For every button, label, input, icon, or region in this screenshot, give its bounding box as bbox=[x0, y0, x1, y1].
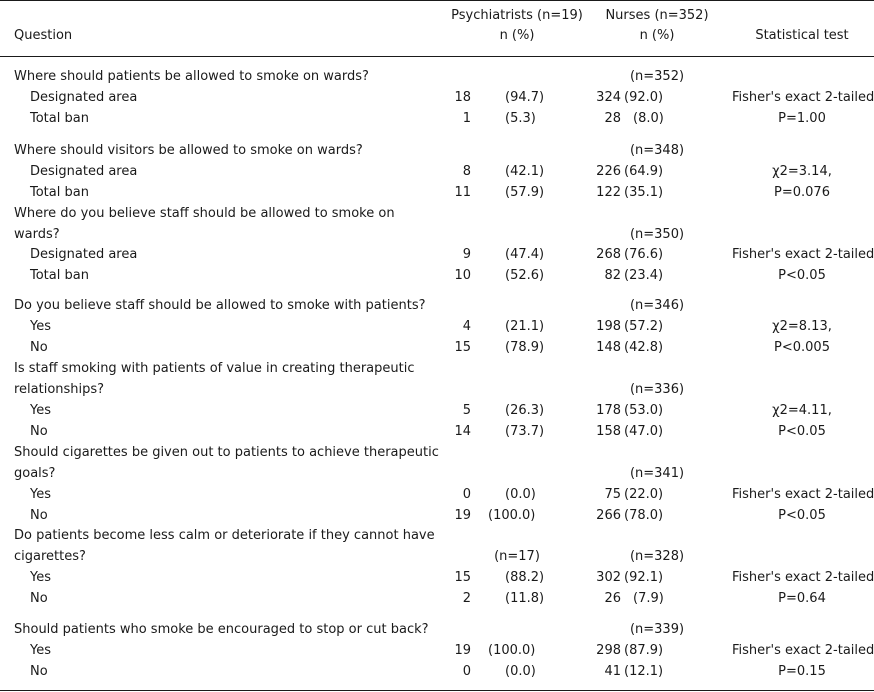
option-row bbox=[0, 108, 874, 129]
psychiatrists-percent: (94.7) bbox=[505, 90, 545, 105]
nurses-count: 268 bbox=[596, 247, 621, 262]
question-row bbox=[0, 619, 874, 640]
psychiatrists-percent: (0.0) bbox=[505, 487, 536, 502]
nurses-count: 28 bbox=[604, 111, 621, 126]
question-row bbox=[0, 525, 874, 546]
question-row bbox=[0, 379, 874, 400]
option-row bbox=[0, 661, 874, 682]
question-text: Do patients become less calm or deteriorate if they cannot have bbox=[14, 528, 435, 543]
answer-option: Total ban bbox=[30, 111, 89, 126]
nurses-percent: (53.0) bbox=[624, 403, 664, 418]
nurses-subgroup-n: (n=348) bbox=[629, 143, 685, 158]
nurses-percent: (92.0) bbox=[624, 90, 664, 105]
psychiatrists-count: 19 bbox=[454, 643, 471, 658]
psychiatrists-count: 15 bbox=[454, 570, 471, 585]
psychiatrists-count: 14 bbox=[454, 424, 471, 439]
statistical-test: χ2=4.11, bbox=[772, 403, 832, 418]
psychiatrists-count: 8 bbox=[462, 164, 471, 179]
psychiatrists-percent: (57.9) bbox=[505, 185, 545, 200]
option-row bbox=[0, 161, 874, 182]
psychiatrists-count: 0 bbox=[462, 487, 471, 502]
answer-option: Yes bbox=[30, 487, 51, 502]
answer-option: Yes bbox=[30, 403, 51, 418]
answer-option: No bbox=[30, 340, 48, 355]
statistical-test: χ2=8.13, bbox=[772, 319, 832, 334]
question-row bbox=[0, 442, 874, 463]
statistical-test: Fisher's exact 2-tailed bbox=[732, 90, 874, 105]
question-text: Do you believe staff should be allowed to smoke with patients? bbox=[14, 298, 426, 313]
option-row bbox=[0, 400, 874, 421]
statistical-test: P<0.05 bbox=[778, 268, 826, 283]
nurses-count: 226 bbox=[596, 164, 621, 179]
psychiatrists-count: 2 bbox=[462, 591, 471, 606]
option-row bbox=[0, 337, 874, 358]
statistical-test: P=1.00 bbox=[778, 111, 826, 126]
psychiatrists-count: 11 bbox=[454, 185, 471, 200]
nurses-percent: (35.1) bbox=[624, 185, 664, 200]
option-row bbox=[0, 505, 874, 526]
psychiatrists-percent: (42.1) bbox=[505, 164, 545, 179]
nurses-subgroup-n: (n=328) bbox=[629, 549, 685, 564]
psychiatrists-percent: (0.0) bbox=[505, 664, 536, 679]
nurses-subgroup-n: (n=339) bbox=[629, 622, 685, 637]
question-text: Where do you believe staff should be allowed to smoke on bbox=[14, 206, 395, 221]
nurses-count: 82 bbox=[604, 268, 621, 283]
psychiatrists-percent: (100.0) bbox=[488, 643, 536, 658]
psychiatrists-count: 19 bbox=[454, 508, 471, 523]
statistical-test: P=0.15 bbox=[778, 664, 826, 679]
option-row bbox=[0, 640, 874, 661]
answer-option: Yes bbox=[30, 570, 51, 585]
psychiatrists-percent: (52.6) bbox=[505, 268, 545, 283]
question-text: Should cigarettes be given out to patients to achieve therapeutic bbox=[14, 445, 439, 460]
psychiatrists-count: 15 bbox=[454, 340, 471, 355]
answer-option: No bbox=[30, 424, 48, 439]
answer-option: No bbox=[30, 664, 48, 679]
psychiatrists-count: 0 bbox=[462, 664, 471, 679]
option-row bbox=[0, 265, 874, 286]
nurses-percent: (76.6) bbox=[624, 247, 664, 262]
statistical-test: P<0.05 bbox=[778, 424, 826, 439]
option-row bbox=[0, 484, 874, 505]
question-row bbox=[0, 66, 874, 87]
psychiatrists-percent: (21.1) bbox=[505, 319, 545, 334]
statistical-test: Fisher's exact 2-tailed bbox=[732, 247, 874, 262]
answer-option: Designated area bbox=[30, 247, 138, 262]
nurses-count: 148 bbox=[596, 340, 621, 355]
nurses-count: 41 bbox=[604, 664, 621, 679]
nurses-count: 178 bbox=[596, 403, 621, 418]
nurses-percent: (57.2) bbox=[624, 319, 664, 334]
statistical-test: Fisher's exact 2-tailed bbox=[732, 570, 874, 585]
answer-option: Designated area bbox=[30, 164, 138, 179]
psychiatrists-percent: (26.3) bbox=[505, 403, 545, 418]
nurses-percent: (22.0) bbox=[624, 487, 664, 502]
psychiatrists-count: 1 bbox=[462, 111, 471, 126]
header-nurses: Nurses (n=352) bbox=[605, 8, 709, 23]
statistical-test: Fisher's exact 2-tailed bbox=[732, 487, 874, 502]
nurses-subgroup-n: (n=352) bbox=[629, 69, 685, 84]
question-text: Is staff smoking with patients of value in creating therapeutic bbox=[14, 361, 415, 376]
option-row bbox=[0, 588, 874, 609]
answer-option: Designated area bbox=[30, 90, 138, 105]
nurses-count: 122 bbox=[596, 185, 621, 200]
nurses-percent: (8.0) bbox=[633, 111, 664, 126]
option-row bbox=[0, 567, 874, 588]
nurses-percent: (42.8) bbox=[624, 340, 664, 355]
question-text: goals? bbox=[14, 466, 56, 481]
nurses-count: 158 bbox=[596, 424, 621, 439]
psychiatrists-count: 18 bbox=[454, 90, 471, 105]
question-row bbox=[0, 224, 874, 245]
nurses-count: 75 bbox=[604, 487, 621, 502]
statistical-test: P=0.64 bbox=[778, 591, 826, 606]
answer-option: Total ban bbox=[30, 185, 89, 200]
psychiatrists-percent: (88.2) bbox=[505, 570, 545, 585]
psychiatrists-count: 9 bbox=[462, 247, 471, 262]
option-row bbox=[0, 182, 874, 203]
psychiatrists-count: 10 bbox=[454, 268, 471, 283]
question-text: Where should visitors be allowed to smoke on wards? bbox=[14, 143, 363, 158]
answer-option: Yes bbox=[30, 319, 51, 334]
psychiatrists-subgroup-n: (n=17) bbox=[494, 549, 540, 564]
statistical-test: P<0.005 bbox=[774, 340, 830, 355]
answer-option: No bbox=[30, 591, 48, 606]
header-psychiatrists: Psychiatrists (n=19) bbox=[451, 8, 583, 23]
statistical-test: P<0.05 bbox=[778, 508, 826, 523]
nurses-percent: (7.9) bbox=[633, 591, 664, 606]
nurses-count: 266 bbox=[596, 508, 621, 523]
psychiatrists-count: 5 bbox=[462, 403, 471, 418]
question-text: relationships? bbox=[14, 382, 105, 397]
nurses-percent: (47.0) bbox=[624, 424, 664, 439]
question-row bbox=[0, 463, 874, 484]
question-row bbox=[0, 295, 874, 316]
question-row bbox=[0, 546, 874, 567]
option-row bbox=[0, 316, 874, 337]
nurses-percent: (64.9) bbox=[624, 164, 664, 179]
header-statistical-test: Statistical test bbox=[755, 28, 849, 43]
question-text: cigarettes? bbox=[14, 549, 86, 564]
psychiatrists-percent: (5.3) bbox=[505, 111, 536, 126]
nurses-count: 302 bbox=[596, 570, 621, 585]
nurses-percent: (23.4) bbox=[624, 268, 664, 283]
option-row bbox=[0, 87, 874, 108]
question-row bbox=[0, 203, 874, 224]
question-row bbox=[0, 358, 874, 379]
statistical-test: χ2=3.14, bbox=[772, 164, 832, 179]
nurses-subgroup-n: (n=336) bbox=[629, 382, 685, 397]
question-row bbox=[0, 140, 874, 161]
answer-option: Total ban bbox=[30, 268, 89, 283]
option-row bbox=[0, 244, 874, 265]
answer-option: Yes bbox=[30, 643, 51, 658]
psychiatrists-count: 4 bbox=[462, 319, 471, 334]
header-question: Question bbox=[14, 28, 73, 43]
nurses-percent: (87.9) bbox=[624, 643, 664, 658]
nurses-count: 324 bbox=[596, 90, 621, 105]
header-nurses-units: n (%) bbox=[639, 28, 675, 43]
nurses-subgroup-n: (n=350) bbox=[629, 227, 685, 242]
nurses-subgroup-n: (n=346) bbox=[629, 298, 685, 313]
statistical-test: P=0.076 bbox=[774, 185, 830, 200]
nurses-subgroup-n: (n=341) bbox=[629, 466, 685, 481]
psychiatrists-percent: (78.9) bbox=[505, 340, 545, 355]
nurses-count: 26 bbox=[604, 591, 621, 606]
psychiatrists-percent: (73.7) bbox=[505, 424, 545, 439]
answer-option: No bbox=[30, 508, 48, 523]
nurses-count: 198 bbox=[596, 319, 621, 334]
nurses-percent: (78.0) bbox=[624, 508, 664, 523]
nurses-percent: (92.1) bbox=[624, 570, 664, 585]
psychiatrists-percent: (47.4) bbox=[505, 247, 545, 262]
question-text: wards? bbox=[14, 227, 60, 242]
nurses-percent: (12.1) bbox=[624, 664, 664, 679]
statistical-test: Fisher's exact 2-tailed bbox=[732, 643, 874, 658]
header-psychiatrists-units: n (%) bbox=[499, 28, 535, 43]
psychiatrists-percent: (100.0) bbox=[488, 508, 536, 523]
option-row bbox=[0, 421, 874, 442]
question-text: Should patients who smoke be encouraged to stop or cut back? bbox=[14, 622, 429, 637]
psychiatrists-percent: (11.8) bbox=[505, 591, 545, 606]
question-text: Where should patients be allowed to smoke on wards? bbox=[14, 69, 369, 84]
bottom-rule bbox=[0, 690, 874, 691]
nurses-count: 298 bbox=[596, 643, 621, 658]
